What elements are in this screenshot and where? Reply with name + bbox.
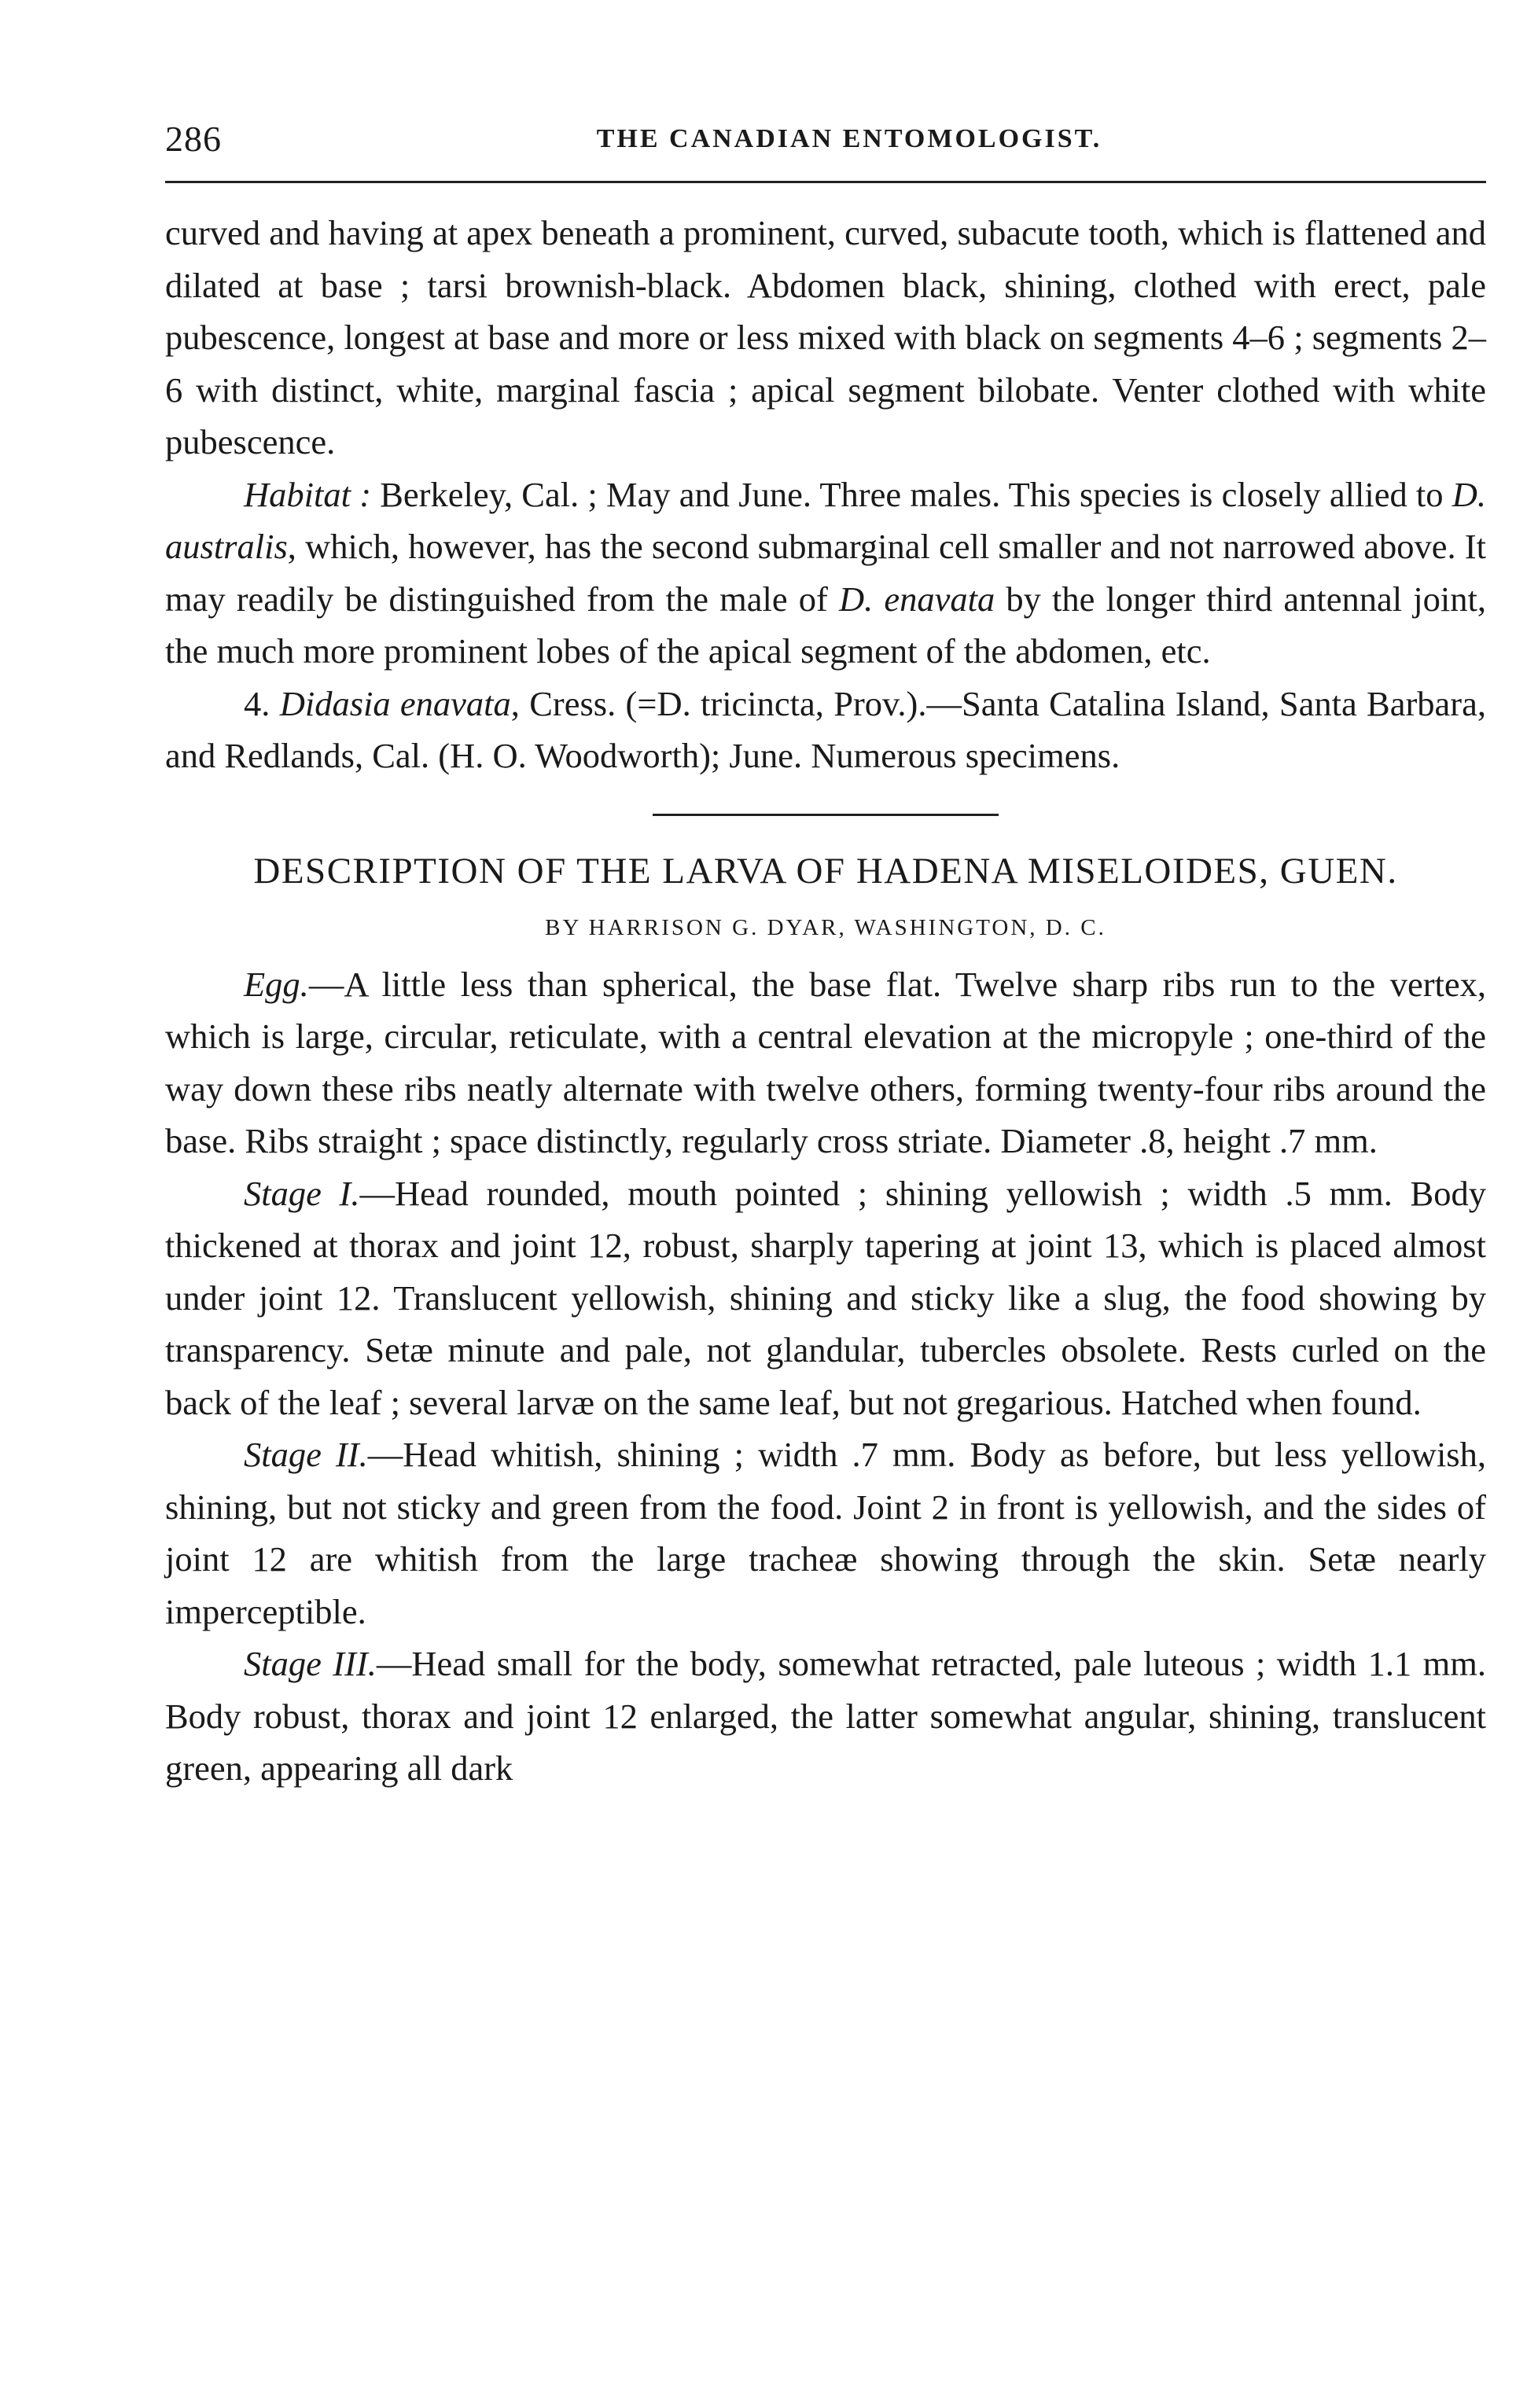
habitat-text-3: by the longer third antennal joint, the much more prominent lobes of the apical segment of the abdomen, etc. xyxy=(165,579,1486,671)
habitat-label: Habitat : xyxy=(244,474,372,514)
habitat-paragraph xyxy=(165,469,1486,678)
description-text: curved and having at apex beneath a prominent, curved, subacute tooth, which is flattened and dilated at base ; tarsi brownish-black. Abdomen black, shining, clothed with erect, pale pubescence, longest at base and more or less mixed with black on segments 4–6 ; segments 2–6 with distinct, white, marginal fascia ; apical segment bilobate. Venter clothed with white pubescence. xyxy=(165,213,1486,461)
stage-2-label: Stage II. xyxy=(244,1435,368,1474)
stage-1-text: —Head rounded, mouth pointed ; shining yellowish ; width .5 mm. Body thickened at thorax and joint 12, robust, sharply tapering at joint 13, which is placed almost under joint 12. Translucent yellowish, shining and sticky like a slug, the food showing by transparency. Setæ minute and pale, not glandular, tubercles obsolete. Rests curled on the back of the leaf ; several larvæ on the same leaf, but not gregarious. Hatched when found. xyxy=(165,1173,1486,1422)
journal-title: THE CANADIAN ENTOMOLOGIST. xyxy=(596,124,1102,153)
description-paragraph xyxy=(165,207,1486,469)
page-number: 286 xyxy=(165,119,222,159)
stage-2-text: —Head whitish, shining ; width .7 mm. Body as before, but less yellowish, shining, but not sticky and green from the food. Joint 2 in front is yellowish, and the sides of joint 12 are whitish from the large tracheæ showing through the skin. Setæ nearly imperceptible. xyxy=(165,1435,1486,1631)
species-4-text: , Cress. (=D. tricincta, Prov.).—Santa Catalina Island, Santa Barbara, and Redlands, Cal. (H. O. Woodworth); June. Numerous specimens. xyxy=(165,683,1486,775)
article-byline: BY HARRISON G. DYAR, WASHINGTON, D. C. xyxy=(545,914,1106,940)
egg-label: Egg. xyxy=(244,964,309,1004)
article-title: DESCRIPTION OF THE LARVA OF HADENA MISELOIDES, GUEN. xyxy=(253,850,1398,892)
header-rule xyxy=(165,181,1486,183)
section-divider xyxy=(653,814,999,816)
species-4-paragraph xyxy=(165,678,1486,782)
species-4-name: Didasia enavata xyxy=(279,683,511,723)
stage-1-paragraph xyxy=(165,1167,1486,1429)
stage-3-paragraph xyxy=(165,1638,1486,1795)
stage-3-label: Stage III. xyxy=(244,1644,377,1683)
habitat-species-1: D. australis xyxy=(165,474,1486,566)
egg-text: —A little less than spherical, the base flat. Twelve sharp ribs run to the vertex, which is large, circular, reticulate, with a central elevation at the micropyle ; one-third of the way down these ribs neatly alternate with twelve others, forming twenty-four ribs around the base. Ribs straight ; space distinctly, regularly cross striate. Diameter .8, height .7 mm. xyxy=(165,964,1486,1160)
page xyxy=(165,118,1486,1795)
species-4-number: 4. xyxy=(244,683,280,723)
stage-2-paragraph xyxy=(165,1428,1486,1638)
stage-1-label: Stage I. xyxy=(244,1173,360,1213)
habitat-text-1: Berkeley, Cal. ; May and June. Three males. This species is closely allied to xyxy=(371,474,1452,514)
egg-paragraph xyxy=(165,958,1486,1167)
habitat-species-2: D. enavata xyxy=(838,579,995,619)
stage-3-text: —Head small for the body, somewhat retracted, pale luteous ; width 1.1 mm. Body robust, thorax and joint 12 enlarged, the latter somewhat angular, shining, translucent green, appearing all dark xyxy=(165,1644,1486,1788)
habitat-text-2: , which, however, has the second submarginal cell smaller and not narrowed above. It may readily be distinguished from the male of xyxy=(165,527,1486,619)
running-head xyxy=(165,118,1486,181)
